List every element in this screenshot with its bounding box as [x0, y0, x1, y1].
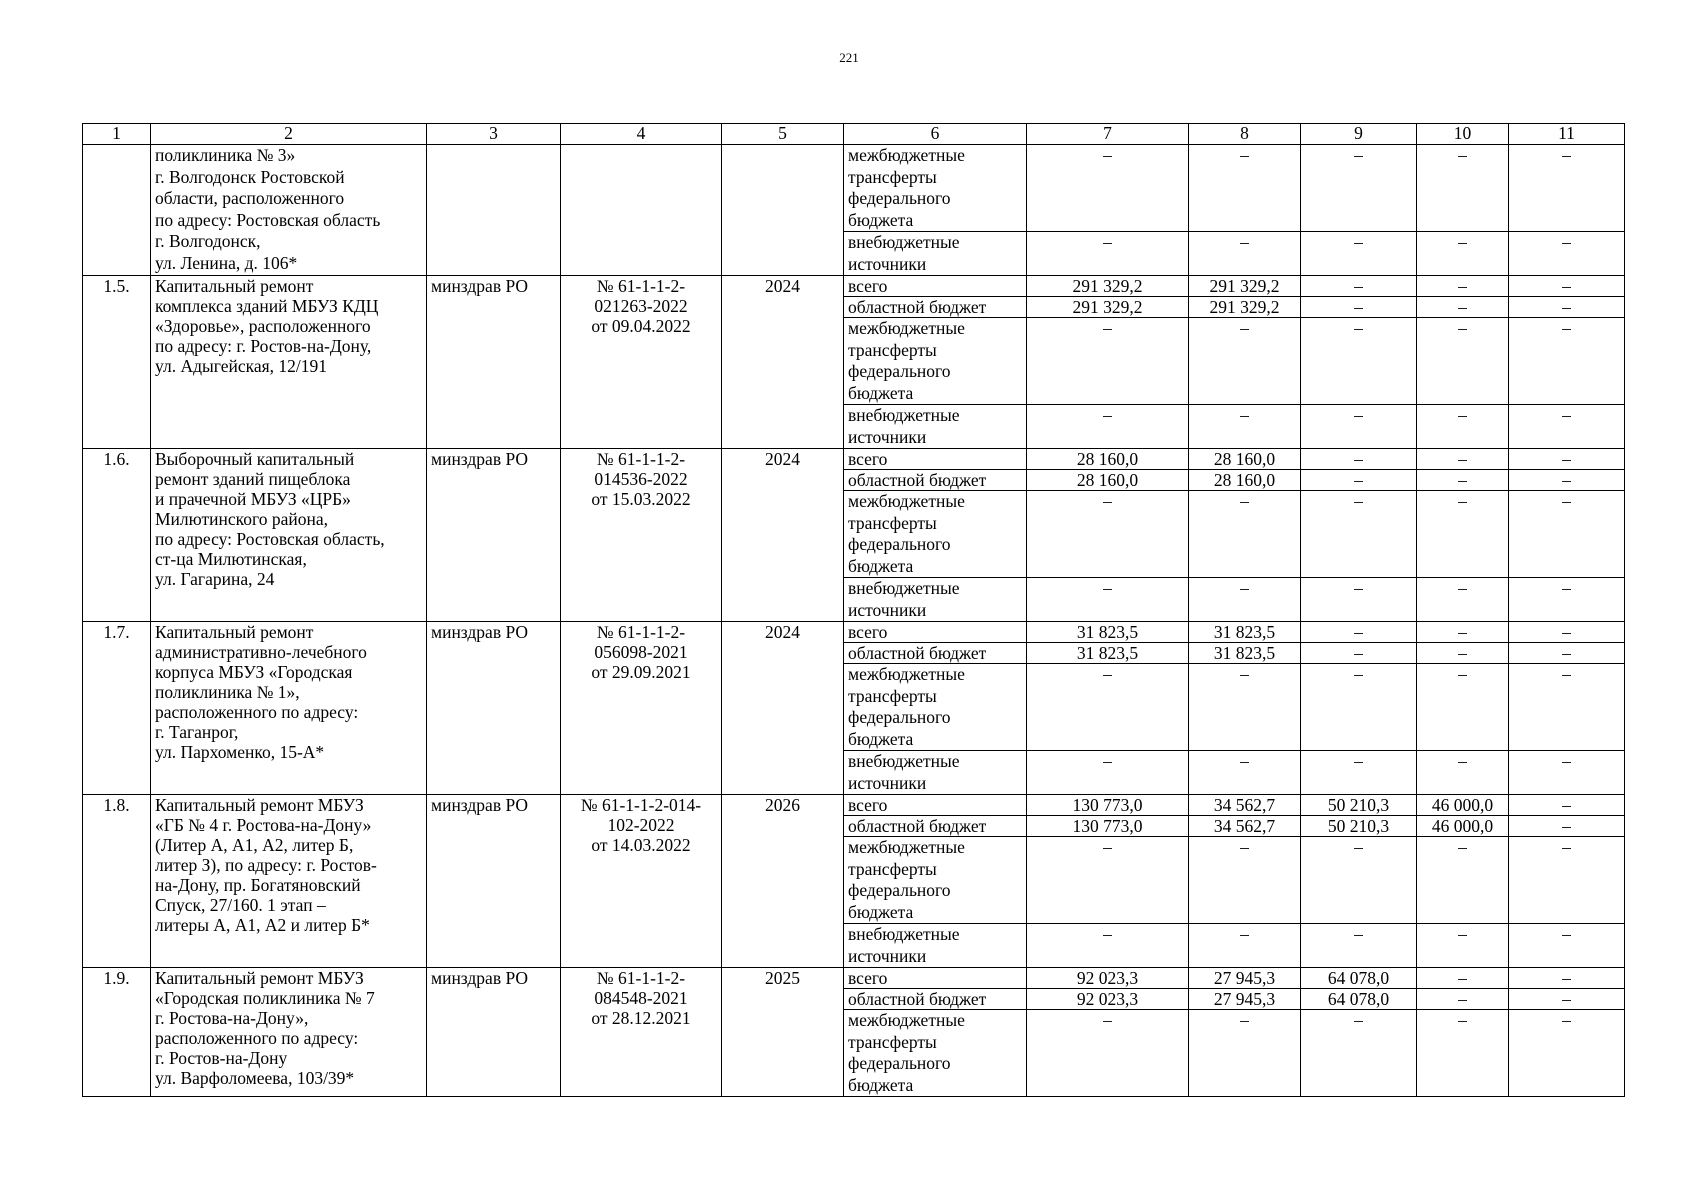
source-label: всего — [844, 449, 1027, 470]
value-cell: – — [1417, 622, 1509, 643]
source-label: областной бюджет — [844, 989, 1027, 1010]
value-cell: – — [1509, 449, 1625, 470]
value-cell: 50 210,3 — [1301, 816, 1417, 837]
value-cell: – — [1301, 145, 1417, 232]
value-cell: – — [1301, 449, 1417, 470]
column-number: 3 — [427, 124, 561, 145]
value-cell: – — [1417, 297, 1509, 318]
item-number-cell: 1.6. — [83, 449, 151, 622]
year-cell: 2025 — [722, 968, 844, 1097]
document-cell: № 61-1-1-2- 021263-2022 от 09.04.2022 — [561, 276, 722, 449]
value-cell: – — [1189, 145, 1301, 232]
value-cell: – — [1189, 578, 1301, 622]
source-label: областной бюджет — [844, 470, 1027, 491]
value-cell: – — [1509, 276, 1625, 297]
value-cell: – — [1189, 1010, 1301, 1097]
value-cell: – — [1417, 318, 1509, 405]
value-cell: – — [1189, 491, 1301, 578]
value-cell: – — [1301, 837, 1417, 924]
value-cell: 291 329,2 — [1189, 297, 1301, 318]
item-number-cell — [83, 145, 151, 276]
value-cell: 31 823,5 — [1027, 622, 1189, 643]
source-label: областной бюджет — [844, 297, 1027, 318]
value-cell: – — [1301, 578, 1417, 622]
value-cell: – — [1189, 318, 1301, 405]
document-cell — [561, 145, 722, 276]
value-cell: – — [1301, 318, 1417, 405]
table-row — [83, 145, 1625, 232]
source-label: межбюджетные трансферты федерального бюджета — [844, 837, 1027, 924]
year-cell: 2024 — [722, 276, 844, 449]
column-number: 4 — [561, 124, 722, 145]
customer-cell: минздрав РО — [427, 795, 561, 968]
value-cell: – — [1301, 664, 1417, 751]
source-label: межбюджетные трансферты федерального бюджета — [844, 491, 1027, 578]
value-cell: – — [1509, 816, 1625, 837]
value-cell: – — [1509, 232, 1625, 276]
value-cell: 64 078,0 — [1301, 989, 1417, 1010]
value-cell: – — [1509, 491, 1625, 578]
value-cell: 28 160,0 — [1027, 470, 1189, 491]
value-cell: – — [1417, 491, 1509, 578]
source-label: всего — [844, 968, 1027, 989]
value-cell: – — [1509, 751, 1625, 795]
customer-cell: минздрав РО — [427, 276, 561, 449]
source-label: внебюджетные источники — [844, 232, 1027, 276]
value-cell: – — [1301, 924, 1417, 968]
value-cell: 291 329,2 — [1189, 276, 1301, 297]
value-cell: 31 823,5 — [1189, 622, 1301, 643]
customer-cell — [427, 145, 561, 276]
item-number-cell: 1.8. — [83, 795, 151, 968]
item-number-cell: 1.9. — [83, 968, 151, 1097]
value-cell: 130 773,0 — [1027, 816, 1189, 837]
source-label: внебюджетные источники — [844, 578, 1027, 622]
value-cell: – — [1417, 449, 1509, 470]
column-number: 1 — [83, 124, 151, 145]
value-cell: – — [1509, 643, 1625, 664]
value-cell: 28 160,0 — [1027, 449, 1189, 470]
value-cell: – — [1417, 968, 1509, 989]
value-cell: 31 823,5 — [1027, 643, 1189, 664]
customer-cell: минздрав РО — [427, 449, 561, 622]
source-label: областной бюджет — [844, 816, 1027, 837]
item-number-cell: 1.7. — [83, 622, 151, 795]
value-cell: 46 000,0 — [1417, 816, 1509, 837]
value-cell: – — [1189, 751, 1301, 795]
value-cell: – — [1301, 1010, 1417, 1097]
value-cell: – — [1417, 276, 1509, 297]
item-number-cell: 1.5. — [83, 276, 151, 449]
source-label: внебюджетные источники — [844, 751, 1027, 795]
column-number-row — [83, 124, 1625, 145]
source-label: всего — [844, 795, 1027, 816]
table-row — [83, 795, 1625, 816]
value-cell: – — [1301, 232, 1417, 276]
value-cell: – — [1189, 405, 1301, 449]
value-cell: – — [1417, 643, 1509, 664]
value-cell: – — [1301, 470, 1417, 491]
value-cell: – — [1027, 405, 1189, 449]
value-cell: – — [1509, 297, 1625, 318]
object-name-cell: Капитальный ремонт административно-лечебного корпуса МБУЗ «Городская поликлиника № 1», расположенного по адресу: г. Таганрог, ул. Пархоменко, 15-А* — [151, 622, 427, 795]
customer-cell: минздрав РО — [427, 968, 561, 1097]
table-row — [83, 449, 1625, 470]
source-label: всего — [844, 276, 1027, 297]
value-cell: – — [1509, 989, 1625, 1010]
document-cell: № 61-1-1-2-014- 102-2022 от 14.03.2022 — [561, 795, 722, 968]
value-cell: – — [1417, 989, 1509, 1010]
object-name-cell: Выборочный капитальный ремонт зданий пищеблока и прачечной МБУЗ «ЦРБ» Милютинского района, по адресу: Ростовская область, ст-ца Милютинская, ул. Гагарина, 24 — [151, 449, 427, 622]
value-cell: 291 329,2 — [1027, 297, 1189, 318]
value-cell: – — [1509, 578, 1625, 622]
source-label: межбюджетные трансферты федерального бюджета — [844, 1010, 1027, 1097]
value-cell: – — [1417, 232, 1509, 276]
value-cell: – — [1189, 232, 1301, 276]
value-cell: – — [1509, 924, 1625, 968]
value-cell: 34 562,7 — [1189, 816, 1301, 837]
value-cell: – — [1509, 622, 1625, 643]
object-name-cell: поликлиника № 3» г. Волгодонск Ростовской области, расположенного по адресу: Ростовская область г. Волгодонск, ул. Ленина, д. 106* — [151, 145, 427, 276]
value-cell: 31 823,5 — [1189, 643, 1301, 664]
value-cell: 50 210,3 — [1301, 795, 1417, 816]
value-cell: – — [1189, 924, 1301, 968]
value-cell: – — [1417, 924, 1509, 968]
value-cell: – — [1301, 297, 1417, 318]
value-cell: – — [1027, 1010, 1189, 1097]
source-label: межбюджетные трансферты федерального бюджета — [844, 664, 1027, 751]
table-row — [83, 622, 1625, 643]
value-cell: – — [1417, 751, 1509, 795]
column-number: 11 — [1509, 124, 1625, 145]
value-cell: 27 945,3 — [1189, 989, 1301, 1010]
value-cell: – — [1027, 751, 1189, 795]
value-cell: – — [1301, 491, 1417, 578]
year-cell: 2024 — [722, 622, 844, 795]
source-label: областной бюджет — [844, 643, 1027, 664]
value-cell: – — [1301, 622, 1417, 643]
column-number: 6 — [844, 124, 1027, 145]
value-cell: 28 160,0 — [1189, 470, 1301, 491]
value-cell: – — [1027, 318, 1189, 405]
value-cell: – — [1301, 276, 1417, 297]
table-row — [83, 968, 1625, 989]
value-cell: – — [1189, 664, 1301, 751]
value-cell: 291 329,2 — [1027, 276, 1189, 297]
funding-table — [82, 123, 1625, 1097]
value-cell: – — [1027, 837, 1189, 924]
value-cell: – — [1027, 232, 1189, 276]
value-cell: – — [1417, 405, 1509, 449]
value-cell: – — [1027, 924, 1189, 968]
year-cell: 2024 — [722, 449, 844, 622]
object-name-cell: Капитальный ремонт МБУЗ «Городская поликлиника № 7 г. Ростова-на-Дону», расположенного по адресу: г. Ростов-на-Дону ул. Варфоломеева, 103/39* — [151, 968, 427, 1097]
value-cell: – — [1301, 751, 1417, 795]
column-number: 7 — [1027, 124, 1189, 145]
value-cell: – — [1417, 145, 1509, 232]
value-cell: – — [1417, 1010, 1509, 1097]
value-cell: – — [1509, 664, 1625, 751]
document-cell: № 61-1-1-2- 014536-2022 от 15.03.2022 — [561, 449, 722, 622]
value-cell: – — [1301, 405, 1417, 449]
source-label: внебюджетные источники — [844, 924, 1027, 968]
year-cell: 2026 — [722, 795, 844, 968]
column-number: 8 — [1189, 124, 1301, 145]
year-cell — [722, 145, 844, 276]
value-cell: 27 945,3 — [1189, 968, 1301, 989]
value-cell: – — [1417, 664, 1509, 751]
value-cell: – — [1301, 643, 1417, 664]
value-cell: 92 023,3 — [1027, 968, 1189, 989]
column-number: 5 — [722, 124, 844, 145]
source-label: межбюджетные трансферты федерального бюджета — [844, 145, 1027, 232]
value-cell: – — [1027, 664, 1189, 751]
value-cell: 64 078,0 — [1301, 968, 1417, 989]
value-cell: – — [1417, 578, 1509, 622]
value-cell: – — [1509, 318, 1625, 405]
value-cell: – — [1027, 578, 1189, 622]
object-name-cell: Капитальный ремонт комплекса зданий МБУЗ КДЦ «Здоровье», расположенного по адресу: г. Ростов-на-Дону, ул. Адыгейская, 12/191 — [151, 276, 427, 449]
value-cell: – — [1509, 1010, 1625, 1097]
value-cell: – — [1509, 405, 1625, 449]
value-cell: – — [1417, 837, 1509, 924]
value-cell: 92 023,3 — [1027, 989, 1189, 1010]
column-number: 2 — [151, 124, 427, 145]
value-cell: – — [1509, 470, 1625, 491]
customer-cell: минздрав РО — [427, 622, 561, 795]
page-number: 221 — [839, 50, 859, 65]
value-cell: – — [1189, 837, 1301, 924]
value-cell: – — [1027, 145, 1189, 232]
value-cell: 130 773,0 — [1027, 795, 1189, 816]
column-number: 10 — [1417, 124, 1509, 145]
value-cell: – — [1027, 491, 1189, 578]
document-cell: № 61-1-1-2- 084548-2021 от 28.12.2021 — [561, 968, 722, 1097]
value-cell: – — [1509, 837, 1625, 924]
document-cell: № 61-1-1-2- 056098-2021 от 29.09.2021 — [561, 622, 722, 795]
table-row — [83, 276, 1625, 297]
source-label: всего — [844, 622, 1027, 643]
value-cell: – — [1417, 470, 1509, 491]
value-cell: – — [1509, 145, 1625, 232]
value-cell: – — [1509, 795, 1625, 816]
value-cell: 46 000,0 — [1417, 795, 1509, 816]
source-label: межбюджетные трансферты федерального бюджета — [844, 318, 1027, 405]
value-cell: 34 562,7 — [1189, 795, 1301, 816]
value-cell: 28 160,0 — [1189, 449, 1301, 470]
source-label: внебюджетные источники — [844, 405, 1027, 449]
column-number: 9 — [1301, 124, 1417, 145]
object-name-cell: Капитальный ремонт МБУЗ «ГБ № 4 г. Ростова-на-Дону» (Литер А, А1, А2, литер Б, литер З), по адресу: г. Ростов- на-Дону, пр. Богатяновский Спуск, 27/160. 1 этап – литеры А, А1, А2 и литер Б* — [151, 795, 427, 968]
value-cell: – — [1509, 968, 1625, 989]
